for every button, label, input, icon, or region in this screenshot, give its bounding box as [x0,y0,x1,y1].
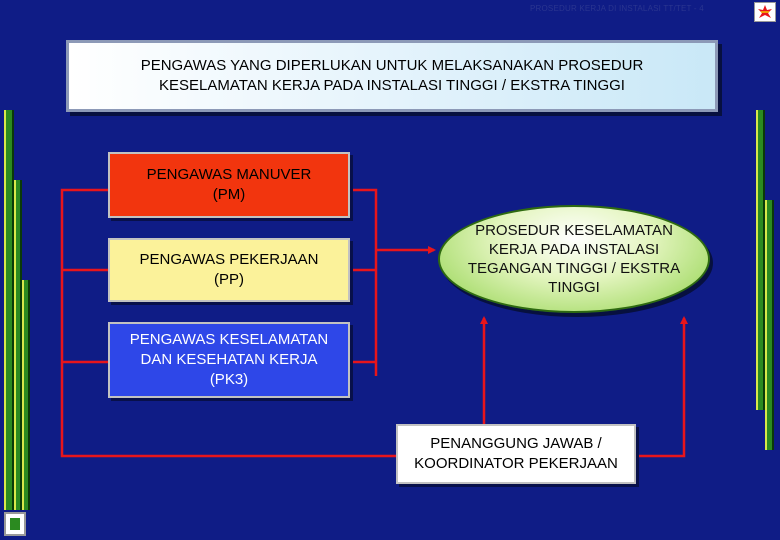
title-line-1: PENGAWAS YANG DIPERLUKAN UNTUK MELAKSANAKAN PROSEDUR [140,57,644,74]
ellipse-line-3: TEGANGAN TINGGI / EKSTRA [467,260,681,277]
pm-label: PENGAWAS MANUVER [146,166,312,183]
pp-abbr: (PP) [214,271,244,288]
pj-label-1: PENANGGUNG JAWAB / [430,435,602,452]
box-pengawas-k3 [108,322,350,398]
pp-label: PENGAWAS PEKERJAAN [139,251,319,268]
ellipse-line-1: PROSEDUR KESELAMATAN [475,222,673,239]
ellipse-line-4: TINGGI [548,279,600,296]
main-title [66,40,718,112]
ellipse-line-2: KERJA PADA INSTALASI [488,241,660,258]
title-line-2: KESELAMATAN KERJA PADA INSTALASI TINGGI / EKSTRA TINGGI [159,77,625,94]
box-penanggung-jawab [396,424,636,484]
pj-label-2: KOORDINATOR PEKERJAAN [414,455,618,472]
ellipse-prosedur [438,205,710,313]
pm-abbr: (PM) [212,186,246,203]
box-pengawas-pekerjaan [108,238,350,302]
pk3-label-2: DAN KESEHATAN KERJA [140,351,318,368]
box-pengawas-manuver [108,152,350,218]
running-title: PROSEDUR KERJA DI INSTALASI TT/TET - 4 [530,4,704,13]
pk3-abbr: (PK3) [209,371,249,388]
pk3-label-1: PENGAWAS KESELAMATAN [129,331,329,348]
